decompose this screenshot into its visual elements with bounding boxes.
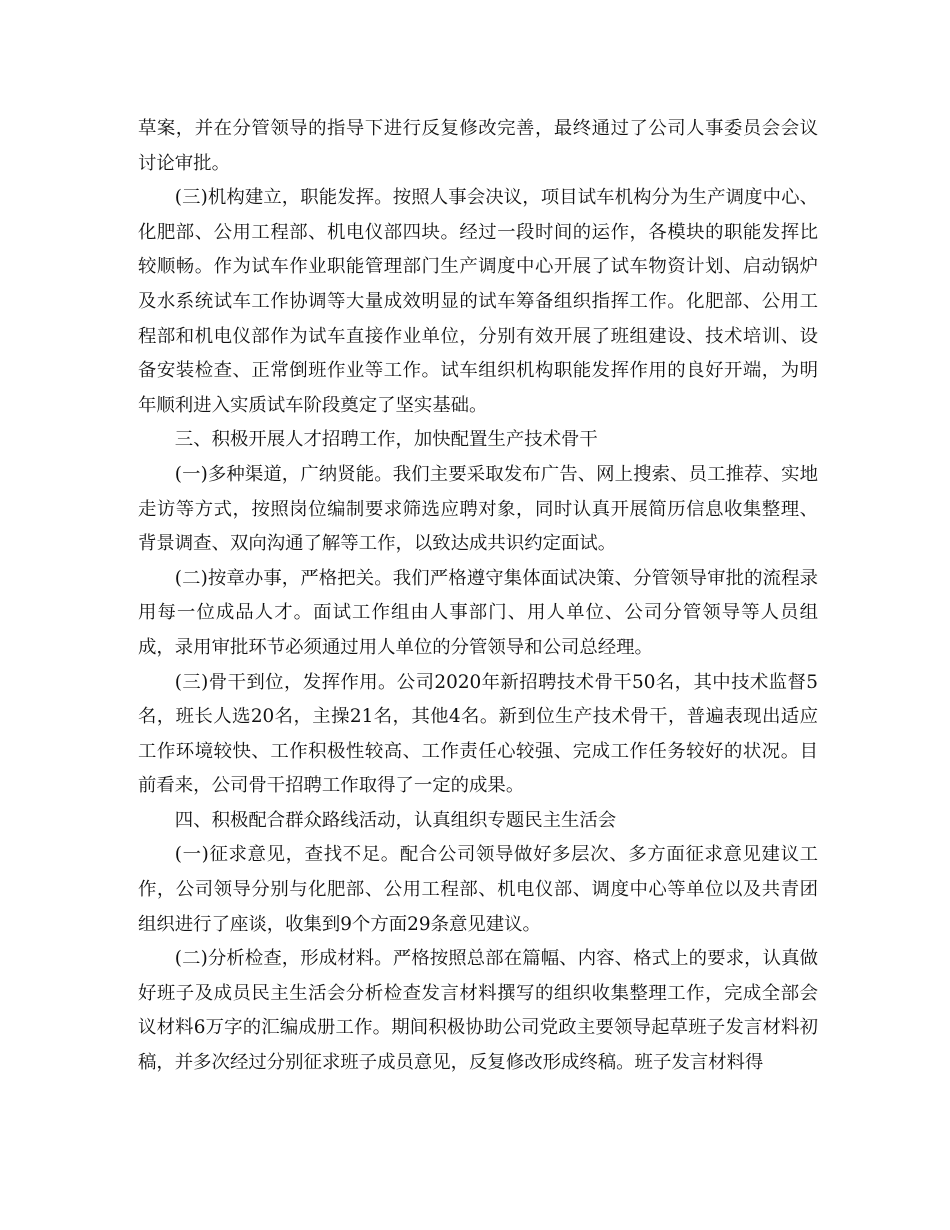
paragraph-5: (二)按章办事，严格把关。我们严格遵守集体面试决策、分管领导审批的流程录用每一位成品人才。面试工作组由人事部门、用人单位、公司分管领导等人员组成，录用审批环节必须通过用人单位的分管领导和公司总经理。 (138, 567, 818, 658)
section-heading-3: 三、积极开展人才招聘工作，加快配置生产技术骨干 (174, 429, 598, 451)
paragraph-4: (一)多种渠道，广纳贤能。我们主要采取发布广告、网上搜索、员工推荐、实地走访等方式，按照岗位编制要求筛选应聘对象，同时认真开展简历信息收集整理、背景调查、双向沟通了解等工作，以致达成共识约定面试。 (138, 463, 818, 555)
paragraph-9: (二)分析检查，形成材料。严格按照总部在篇幅、内容、格式上的要求，认真做好班子及成员民主生活会分析检查发言材料撰写的组织收集整理工作，完成全部会议材料6万字的汇编成册工作。期间积极协助公司党政主要领导起草班子发言材料初稿，并多次经过分别征求班子成员意见，反复修改形成终稿。班子发言材料得 (138, 948, 818, 1074)
paragraph-6: (三)骨干到位，发挥作用。公司2020年新招聘技术骨干50名，其中技术监督5名，班长人选20名，主操21名，其他4名。新到位生产技术骨干，普遍表现出适应工作环境较快、工作积极性较高、工作责任心较强、完成工作任务较好的状况。目前看来，公司骨干招聘工作取得了一定的成果。 (138, 671, 818, 797)
paragraph-8: (一)征求意见，查找不足。配合公司领导做好多层次、多方面征求意见建议工作，公司领导分别与化肥部、公用工程部、机电仪部、调度中心等单位以及共青团组织进行了座谈，收集到9个方面29条意见建议。 (138, 844, 818, 935)
paragraph-2: (三)机构建立，职能发挥。按照人事会决议，项目试车机构分为生产调度中心、化肥部、公用工程部、机电仪部四块。经过一段时间的运作，各模块的职能发挥比较顺畅。作为试车作业职能管理部门生产调度中心开展了试车物资计划、启动锅炉及水系统试车工作协调等大量成效明显的试车筹备组织指挥工作。化肥部、公用工程部和机电仪部作为试车直接作业单位，分别有效开展了班组建设、技术培训、设备安装检查、正常倒班作业等工作。试车组织机构职能发挥作用的良好开端，为明年顺利进入实质试车阶段奠定了坚实基础。 (138, 187, 818, 416)
paragraph-1: 草案，并在分管领导的指导下进行反复修改完善，最终通过了公司人事委员会会议讨论审批。 (138, 118, 818, 174)
document-page (138, 112, 818, 1081)
section-heading-4: 四、积极配合群众路线活动，认真组织专题民主生活会 (174, 809, 617, 831)
